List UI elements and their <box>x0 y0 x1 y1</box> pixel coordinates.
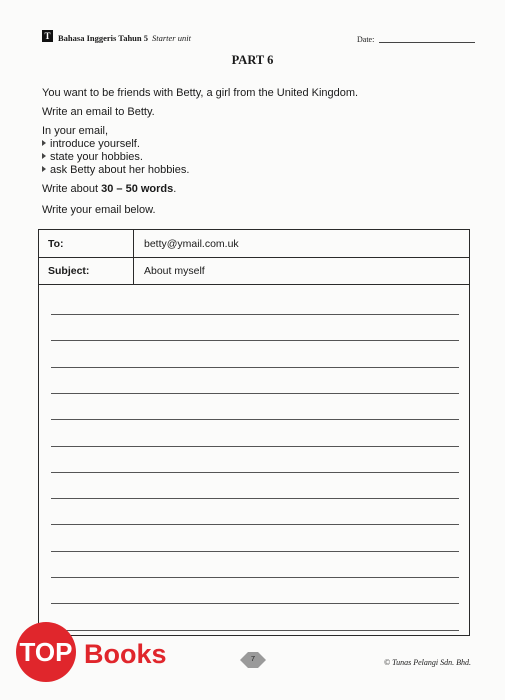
word-count-instruction <box>42 183 176 196</box>
to-value: betty@ymail.com.uk <box>144 238 239 250</box>
to-row <box>39 230 469 258</box>
date-label: Date: <box>357 35 375 44</box>
writing-line <box>51 603 459 604</box>
subject-row <box>39 257 469 285</box>
word-count-range: 30 – 50 words <box>101 183 174 195</box>
unit-label: Starter unit <box>152 33 191 43</box>
writing-line <box>51 524 459 525</box>
watermark-books-text: Books <box>84 639 167 669</box>
instruction-in-email: In your email, <box>42 125 109 137</box>
bullet-item <box>42 164 189 177</box>
copyright-notice: © Tunas Pelangi Sdn. Bhd. <box>384 658 471 667</box>
writing-line <box>51 419 459 420</box>
subject-label: Subject: <box>39 257 134 284</box>
watermark-top-text: TOP <box>19 637 73 667</box>
instruction-write-below: Write your email below. <box>42 204 156 216</box>
writing-line <box>51 577 459 578</box>
part-title: PART 6 <box>231 53 274 67</box>
writing-line <box>51 472 459 473</box>
word-count-suffix: . <box>173 183 177 195</box>
to-label: To: <box>39 230 134 257</box>
instruction-task: Write an email to Betty. <box>42 106 155 118</box>
writing-line <box>51 446 459 447</box>
writing-line <box>51 367 459 368</box>
writing-line <box>51 498 459 499</box>
topbooks-watermark <box>4 618 200 682</box>
page-number: 7 <box>250 654 256 663</box>
writing-line <box>51 314 459 315</box>
writing-line <box>51 340 459 341</box>
bullet-arrow-icon <box>42 166 46 172</box>
subject-value: About myself <box>144 265 205 277</box>
bullet-arrow-icon <box>42 140 46 146</box>
bullet-text: ask Betty about her hobbies. <box>50 164 190 176</box>
bullet-text: introduce yourself. <box>50 138 140 150</box>
bullet-text: state your hobbies. <box>50 151 143 163</box>
instruction-scenario: You want to be friends with Betty, a girl from the United Kingdom. <box>42 87 359 99</box>
date-field[interactable] <box>357 34 475 44</box>
book-title <box>58 33 191 43</box>
email-form <box>38 229 470 636</box>
bullet-item <box>42 138 140 151</box>
book-title-text: Bahasa Inggeris Tahun 5 <box>58 33 148 43</box>
bullet-item <box>42 151 143 164</box>
writing-line <box>51 393 459 394</box>
date-line <box>379 42 475 43</box>
bullet-arrow-icon <box>42 153 46 159</box>
word-count-prefix: Write about <box>42 183 102 195</box>
writing-line <box>51 551 459 552</box>
page-header <box>42 32 475 46</box>
publisher-logo: T <box>42 30 53 42</box>
